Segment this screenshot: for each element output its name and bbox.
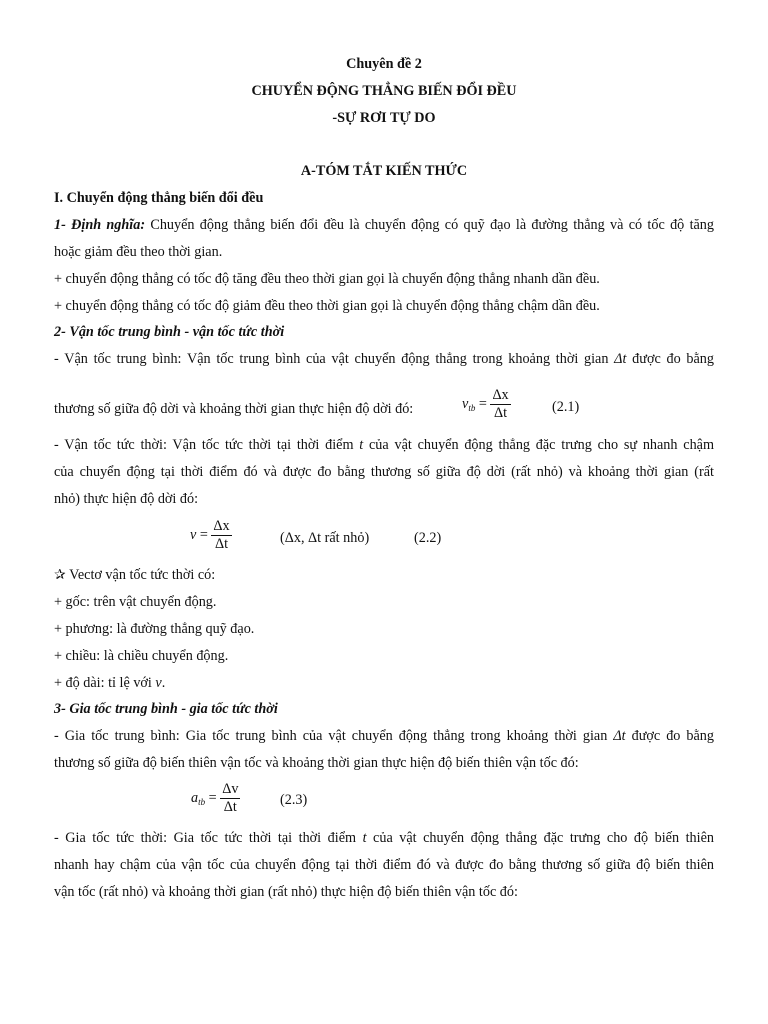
formula-2-2-condition: (Δx, Δt rất nhỏ) — [280, 530, 370, 546]
formula-subscript: tb — [468, 402, 476, 413]
formula-lhs: v — [190, 526, 197, 543]
avg-velocity-line-1 — [54, 350, 714, 368]
section-a-heading: A-TÓM TẮT KIẾN THỨC — [300, 163, 468, 179]
formula-lhs: v — [462, 395, 469, 412]
denominator: Δt — [223, 799, 237, 815]
inst-velocity-text-a: - Vận tốc tức thời: Vận tốc tức thời tại thời điểm — [54, 437, 360, 453]
equals-sign: = — [208, 789, 217, 806]
inst-acceleration-text-b: của vật chuyển động thẳng đặc trưng cho độ biến thiên — [366, 830, 714, 846]
delta-t-symbol: Δt — [613, 728, 626, 744]
inst-acceleration-text-a: - Gia tốc tức thời: Gia tốc tức thời tại thời điểm — [54, 830, 363, 846]
fraction — [211, 518, 231, 553]
inst-velocity-line-1 — [54, 436, 714, 454]
velocity-vector-direction: + phương: là đường thẳng quỹ đạo. — [54, 621, 255, 637]
avg-acceleration-line-1 — [54, 727, 714, 745]
numerator: Δx — [213, 518, 230, 534]
t-symbol: t — [362, 830, 367, 846]
length-text: + độ dài: tỉ lệ với — [54, 675, 156, 691]
inst-acceleration-line-1 — [54, 829, 714, 847]
avg-velocity-text-end: được đo bằng — [626, 351, 714, 367]
chapter-subtitle: -SỰ RƠI TỰ DO — [332, 110, 436, 126]
velocity-vector-sense: + chiều: là chiều chuyển động. — [54, 648, 229, 664]
t-symbol: t — [359, 437, 364, 453]
equals-sign: = — [199, 526, 208, 543]
inst-acceleration-line-2: nhanh hay chậm của vận tốc của chuyển động tại thời điểm đó và được đo bằng thương số giữa độ biến thiên — [54, 857, 714, 873]
acceleration-heading: 3- Gia tốc trung bình - gia tốc tức thời — [54, 701, 278, 717]
velocity-vector-length — [54, 674, 714, 692]
inst-acceleration-line-3: vận tốc (rất nhỏ) và khoảng thời gian (rất nhỏ) thực hiện độ biến thiên vận tốc đó: — [54, 884, 518, 900]
definition-text-1: Chuyển động thẳng biến đổi đều là chuyển động có quỹ đạo là đường thẳng và có tốc độ tăng — [145, 217, 714, 233]
equals-sign: = — [478, 395, 487, 412]
v-symbol: v — [155, 675, 162, 691]
inst-velocity-text-b: của vật chuyển động thẳng đặc trưng cho sự nhanh chậm — [363, 437, 714, 453]
period: . — [161, 675, 166, 691]
formula-2-1-tag: (2.1) — [552, 399, 580, 415]
denominator: Δt — [214, 536, 229, 552]
formula-2-2 — [190, 518, 232, 553]
denominator: Δt — [494, 405, 508, 421]
avg-acceleration-text: - Gia tốc trung bình: Gia tốc trung bình của vật chuyển động thẳng trong khoảng thời gian — [54, 728, 614, 744]
definition-label: 1- Định nghĩa: — [54, 217, 146, 233]
definition-bullet-1: + chuyển động thẳng có tốc độ tăng đều theo thời gian gọi là chuyển động thẳng nhanh dần đều. — [54, 271, 600, 287]
inst-velocity-line-2: của chuyển động tại thời điểm đó và được đo bằng thương số giữa độ dời (rất nhỏ) và khoảng thời gian (rất — [54, 464, 714, 480]
formula-2-1 — [462, 387, 511, 422]
topic-heading: Chuyên đề 2 — [346, 56, 422, 72]
definition-bullet-2: + chuyển động thẳng có tốc độ giảm đều theo thời gian gọi là chuyển động thẳng chậm dần đều. — [54, 298, 600, 314]
part-1-heading: I. Chuyển động thẳng biến đổi đều — [54, 190, 264, 206]
fraction — [490, 387, 510, 422]
velocity-vector-origin: + gốc: trên vật chuyển động. — [54, 594, 217, 610]
velocity-vector-title: ✰ Vectơ vận tốc tức thời có: — [54, 567, 216, 583]
formula-2-2-tag: (2.2) — [414, 530, 442, 546]
numerator: Δx — [492, 387, 509, 403]
numerator: Δv — [222, 781, 239, 797]
avg-acceleration-line-2: thương số giữa độ biến thiên vận tốc và khoảng thời gian thực hiện độ biến thiên vận tốc đó: — [54, 755, 579, 771]
avg-velocity-line-2: thương số giữa độ dời và khoảng thời gian thực hiện độ dời đó: — [54, 401, 414, 417]
formula-lhs: a — [191, 789, 199, 806]
inst-velocity-line-3: nhỏ) thực hiện độ dời đó: — [54, 491, 199, 507]
definition-line-2: hoặc giảm đều theo thời gian. — [54, 244, 223, 260]
avg-velocity-text: - Vận tốc trung bình: Vận tốc trung bình của vật chuyển động thẳng trong khoảng thời gian — [54, 351, 615, 367]
velocity-heading: 2- Vận tốc trung bình - vận tốc tức thời — [54, 324, 285, 340]
delta-t-symbol: Δt — [614, 351, 627, 367]
definition-line-1 — [54, 216, 714, 234]
formula-2-3-tag: (2.3) — [280, 792, 308, 808]
chapter-title: CHUYỂN ĐỘNG THẲNG BIẾN ĐỔI ĐỀU — [251, 83, 517, 99]
formula-subscript: tb — [198, 796, 206, 807]
fraction — [220, 781, 240, 816]
avg-acceleration-text-end: được đo bằng — [625, 728, 714, 744]
formula-2-3 — [191, 781, 240, 816]
